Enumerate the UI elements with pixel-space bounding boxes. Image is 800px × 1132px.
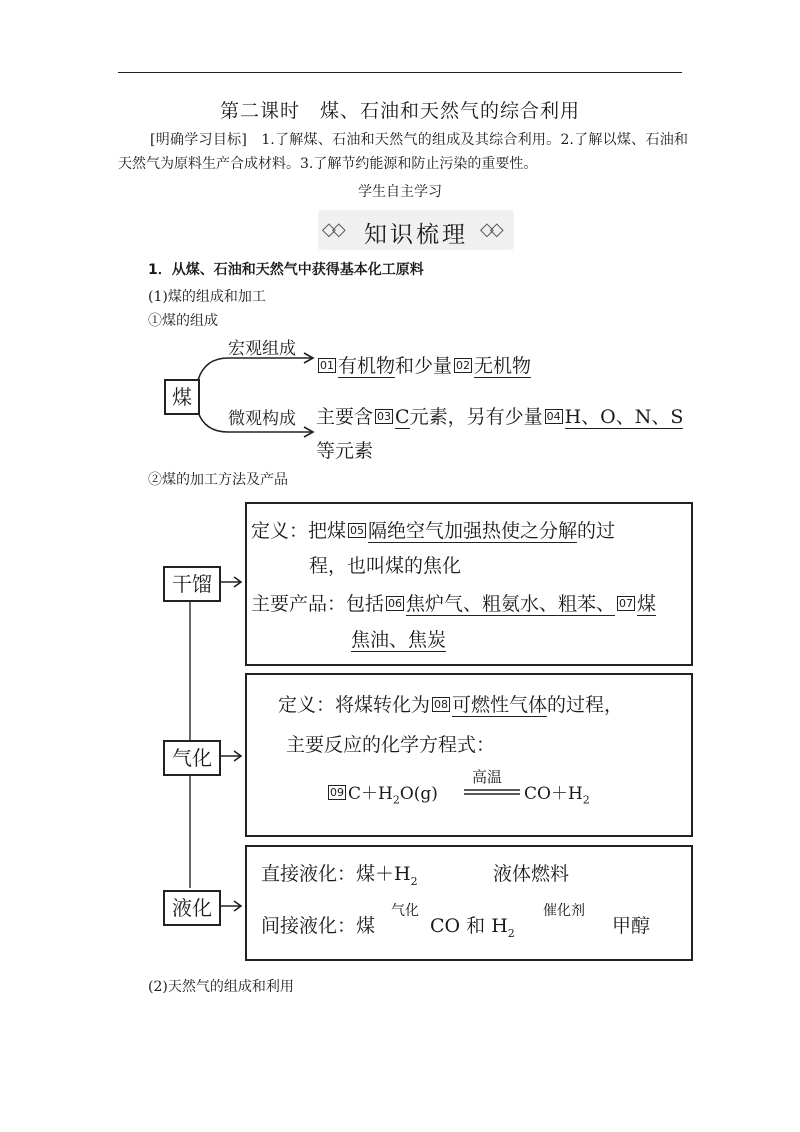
eq-left: C＋H bbox=[348, 784, 393, 804]
dry-def-line1 bbox=[251, 516, 615, 543]
heading-1-1a: ①煤的组成 bbox=[148, 313, 218, 329]
blank-number-08: 08 bbox=[434, 698, 449, 711]
gas-equation-left bbox=[326, 779, 438, 806]
coal-center-label: 煤 bbox=[172, 385, 192, 409]
blank-number-01: 01 bbox=[320, 359, 334, 372]
learning-objectives: [明确学习目标] 1.了解煤、石油和天然气的组成及其综合利用。2.了解以煤、石油和天然气为原料生产合成材料。3.了解节约能源和防止污染的重要性。 bbox=[118, 132, 688, 172]
indirect-prefix: 间接液化：煤 bbox=[261, 915, 376, 937]
macro-label: 宏观组成 bbox=[228, 339, 296, 359]
indirect-condition-2: 催化剂 bbox=[543, 903, 585, 919]
liquefaction-label-box bbox=[163, 890, 221, 926]
dry-distillation-label-box bbox=[163, 566, 221, 602]
blank-answer-08: 可燃性气体 bbox=[452, 694, 548, 716]
and-small-text: 和少量 bbox=[395, 355, 453, 377]
gas-equation-right bbox=[524, 779, 590, 806]
blank-number-09: 09 bbox=[330, 786, 344, 799]
blank-answer-03: C bbox=[395, 406, 410, 428]
dry-products-line1 bbox=[251, 589, 656, 616]
indirect-sub: 2 bbox=[507, 926, 515, 940]
eq-left-tail: O(g) bbox=[399, 784, 438, 804]
dry-prod-prefix: 主要产品：包括 bbox=[251, 593, 385, 615]
dry-def-prefix: 定义：把煤 bbox=[251, 520, 347, 542]
blank-number-02: 02 bbox=[456, 359, 471, 372]
blank-number-05: 05 bbox=[350, 524, 365, 537]
blank-answer-07: 煤 bbox=[637, 593, 657, 615]
page-title: 第二课时 煤、石油和天然气的综合利用 bbox=[219, 100, 580, 122]
gas-line2: 主要反应的化学方程式： bbox=[286, 734, 496, 756]
macro-composition bbox=[316, 351, 531, 378]
blank-number-07: 07 bbox=[619, 597, 634, 610]
blank-number-04: 04 bbox=[546, 410, 561, 423]
section-title: 学生自主学习 bbox=[358, 184, 442, 200]
eq-condition: 高温 bbox=[472, 768, 503, 786]
liquefaction-label: 液化 bbox=[172, 896, 212, 920]
heading-1-2: (2)天然气的组成和利用 bbox=[148, 979, 294, 995]
micro-mid: 元素，另有少量 bbox=[409, 406, 543, 428]
micro-prefix: 主要含 bbox=[316, 406, 374, 428]
direct-liquefaction bbox=[261, 859, 418, 888]
gas-def-suffix: 的过程， bbox=[547, 694, 624, 716]
indirect-mid-text: CO 和 H bbox=[430, 915, 508, 937]
heading-1-1b: ②煤的加工方法及产品 bbox=[148, 472, 288, 488]
direct-prefix: 直接液化：煤＋H bbox=[261, 863, 411, 885]
blank-answer-05: 隔绝空气加强热使之分解 bbox=[368, 520, 578, 542]
blank-answer-06: 焦炉气、粗氨水、粗苯、 bbox=[406, 593, 616, 615]
indirect-condition-1: 气化 bbox=[391, 903, 419, 919]
coal-center-box bbox=[164, 379, 200, 415]
dry-def-suffix: 的过 bbox=[577, 520, 616, 542]
heading-1: 1．从煤、石油和天然气中获得基本化工原料 bbox=[148, 262, 424, 278]
blank-number-03: 03 bbox=[377, 410, 392, 423]
blank-answer-02: 无机物 bbox=[474, 355, 532, 377]
heading-1-1: (1)煤的组成和加工 bbox=[148, 289, 266, 305]
micro-composition bbox=[316, 402, 683, 429]
eq-right-sub: 2 bbox=[582, 793, 590, 807]
dry-products-line2-text: 焦油、焦炭 bbox=[351, 629, 447, 651]
dry-def-line2: 程，也叫煤的焦化 bbox=[309, 555, 462, 577]
gas-def-line1 bbox=[278, 690, 623, 717]
indirect-product: 甲醇 bbox=[612, 915, 651, 937]
banner-right-ornament: ◇◇ bbox=[480, 219, 500, 240]
dry-distillation-label: 干馏 bbox=[172, 572, 212, 596]
direct-product: 液体燃料 bbox=[493, 863, 570, 885]
eq-double-line bbox=[464, 788, 520, 796]
blank-number-06: 06 bbox=[388, 597, 403, 610]
gasification-label-box bbox=[163, 740, 221, 776]
direct-sub: 2 bbox=[410, 874, 418, 888]
micro-end: 等元素 bbox=[316, 440, 374, 462]
micro-label: 微观构成 bbox=[228, 409, 296, 429]
gas-def-prefix: 定义：将煤转化为 bbox=[278, 694, 431, 716]
banner-title: 知识梳理 bbox=[364, 222, 468, 248]
gasification-label: 气化 bbox=[172, 746, 212, 770]
indirect-mid bbox=[430, 911, 515, 940]
eq-left-sub: 2 bbox=[392, 793, 400, 807]
blank-answer-04: H、O、N、S bbox=[564, 406, 684, 428]
blank-answer-01: 有机物 bbox=[338, 355, 396, 377]
dry-products-line2 bbox=[351, 625, 446, 652]
banner-left-ornament: ◇◇ bbox=[322, 219, 342, 240]
eq-right: CO＋H bbox=[524, 784, 583, 804]
